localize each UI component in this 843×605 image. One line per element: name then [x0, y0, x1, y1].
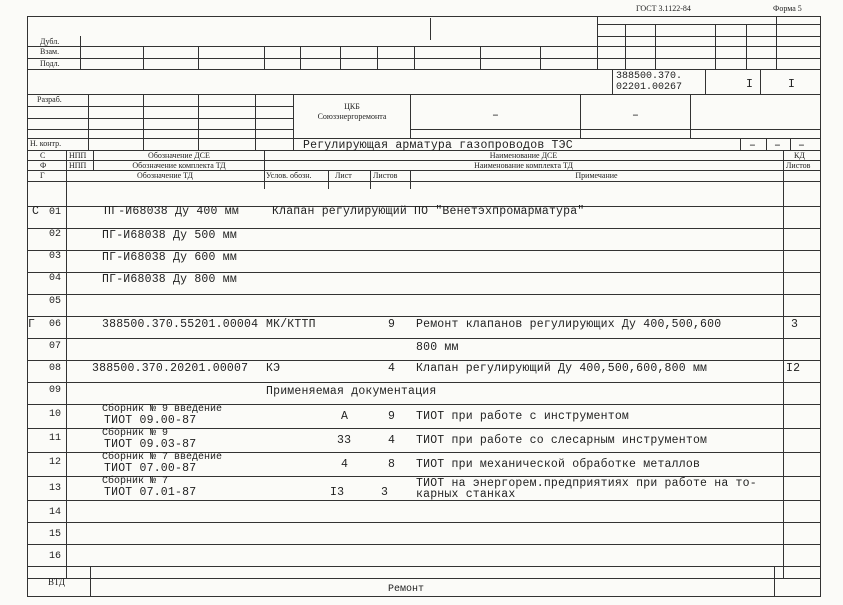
row-text: Ремонт клапанов регулирующих Ду 400,500,600	[416, 318, 722, 331]
row-text: ТИОТ при работе с инструментом	[416, 410, 630, 423]
hdr-td-kit: Обозначение комплекта ТД	[132, 161, 226, 170]
row-number: 09	[48, 385, 61, 396]
hdr-sheets-count: Листов	[786, 161, 811, 170]
hdr-cond: Услов. обозн.	[266, 171, 312, 180]
org-name-line1: ЦКБ	[344, 102, 360, 111]
row-number: 03	[48, 251, 61, 262]
row-sheet: 33	[337, 434, 352, 447]
row-designation: ТИОТ 07.01-87	[104, 486, 197, 499]
row-number: 11	[48, 433, 61, 444]
row-number: 01	[48, 207, 61, 218]
row-text: ТИОТ при механической обработке металлов	[416, 458, 701, 471]
row-text: Клапан регулирующий ПО "Венетэхпромарматура"	[272, 205, 585, 218]
row-text: 800 мм	[416, 341, 459, 354]
hdr-sheet: Лист	[335, 171, 352, 180]
doc-code-line2: 02201.00267	[616, 82, 683, 93]
row-text-continued: карных станках	[416, 488, 516, 501]
row-number: 15	[48, 529, 61, 540]
sheets-total: I	[788, 78, 795, 91]
hdr-f: Ф	[40, 161, 47, 170]
hdr-td-designation: Обозначение ТД	[136, 171, 194, 180]
row-designation: 388500.370.20201.00007	[92, 362, 249, 375]
hdr-npp-1: НПП	[69, 151, 87, 160]
row-designation: ПГ-И68038 Ду 500 мм	[102, 229, 237, 242]
row-number: 05	[48, 296, 61, 307]
row-sheets: 4	[388, 362, 396, 375]
row-number: 13	[48, 483, 61, 494]
row-number: 14	[48, 507, 61, 518]
hdr-note: Примечание	[575, 171, 618, 180]
row-sheets: 9	[388, 318, 396, 331]
title-dash-2: –	[774, 139, 781, 152]
row-text: Клапан регулирующий Ду 400,500,600,800 мм	[416, 362, 708, 375]
label-dubl: Дубл.	[40, 37, 60, 46]
row-number: 04	[48, 273, 61, 284]
row-sheet: А	[341, 410, 349, 423]
row-designation: ПГ-И68038 Ду 800 мм	[102, 273, 237, 286]
label-podl: Подл.	[40, 59, 60, 68]
row-designation-top: Сборник № 7 введение	[102, 452, 223, 463]
row-sheets: 9	[388, 410, 396, 423]
org-name-line2: Союзэнергоремонта	[317, 112, 387, 121]
footer-title: Ремонт	[388, 584, 425, 595]
document-title: Регулирующая арматура газопроводов ТЭС	[303, 139, 573, 152]
hdr-designation-dse: Обозначение ДСЕ	[148, 151, 210, 160]
row-cond: КЭ	[266, 362, 281, 375]
row-number: 12	[48, 457, 61, 468]
row-number: 16	[48, 551, 61, 562]
row-number: 08	[48, 363, 61, 374]
row-text: ТИОТ на энергорем.предприятиях при работе на то-	[416, 477, 757, 490]
row-qty: I2	[786, 362, 801, 375]
hdr-sheets: Листов	[373, 171, 398, 180]
row-designation: ТИОТ 09.03-87	[104, 438, 197, 451]
row-cond: МК/КТТП	[266, 318, 316, 331]
row-sheets: 3	[381, 486, 389, 499]
label-vzam: Взам.	[40, 47, 60, 56]
section-heading: Применяемая документация	[266, 385, 437, 398]
row-number: 06	[48, 319, 61, 330]
footer-label: ВТД	[48, 577, 65, 587]
hdr-kd: КД	[794, 151, 805, 160]
row-sheets: 4	[388, 434, 396, 447]
row-sheet: I3	[330, 486, 345, 499]
row-designation: ПГ-И68038 Ду 600 мм	[102, 251, 237, 264]
hdr-td-kit-name: Наименование комплекта ТД	[474, 161, 573, 170]
title-dash-3: –	[798, 139, 805, 152]
row-designation-top: Сборник № 9 введение	[102, 404, 223, 415]
row-designation: ТИОТ 07.00-87	[104, 462, 197, 475]
row-sheets: 8	[388, 458, 396, 471]
hdr-g: Г	[40, 171, 45, 180]
row-text: ТИОТ при работе со слесарным инструментом	[416, 434, 708, 447]
row-mark: Г	[28, 318, 36, 331]
sheet-number: I	[746, 78, 753, 91]
doc-code-line1: 388500.370.	[616, 71, 683, 82]
row-designation-top: Сборник № 9	[102, 428, 169, 439]
row-designation: 388500.370.55201.00004	[102, 318, 259, 331]
control-label: Н. контр.	[30, 139, 62, 148]
row-sheet: 4	[341, 458, 349, 471]
row-designation-top: Сборник № 7	[102, 476, 169, 487]
row-number: 02	[48, 229, 61, 240]
standard-code: ГОСТ 3.1122-84	[636, 4, 691, 13]
hdr-name-dse: Наименование ДСЕ	[489, 151, 558, 160]
form-number: Форма 5	[773, 4, 802, 13]
row-number: 07	[48, 341, 61, 352]
row-qty: 3	[791, 318, 799, 331]
org-dash-2: –	[632, 109, 639, 122]
row-mark: С	[32, 205, 40, 218]
hdr-c: С	[40, 151, 46, 160]
org-dash-1: –	[492, 109, 499, 122]
row-number: 10	[48, 409, 61, 420]
row-designation: ПГ-И68038 Ду 400 мм	[104, 205, 239, 218]
row-designation: ТИОТ 09.00-87	[104, 414, 197, 427]
hdr-npp-2: НПП	[69, 161, 87, 170]
developer-label: Разраб.	[37, 95, 62, 104]
title-dash-1: –	[749, 139, 756, 152]
